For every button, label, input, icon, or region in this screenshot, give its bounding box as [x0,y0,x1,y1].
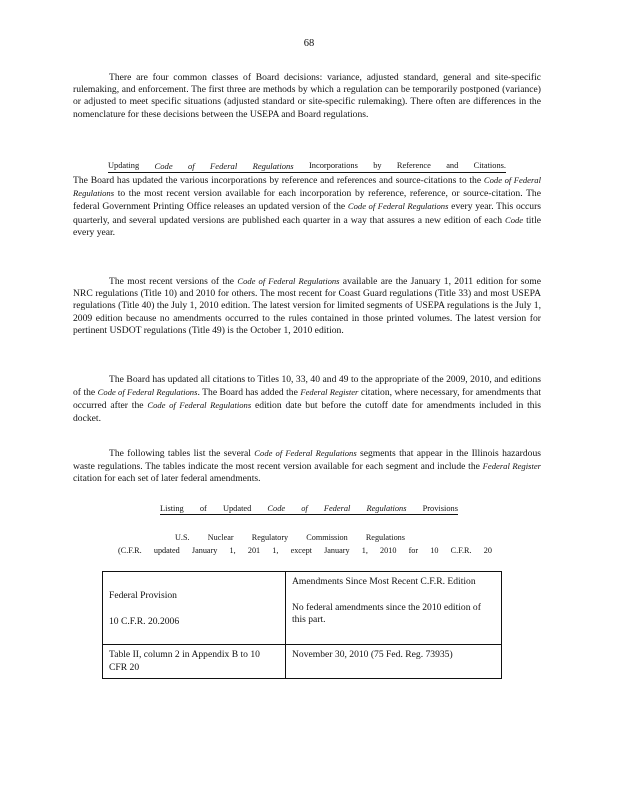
subtitle-word: January [191,546,218,555]
subtitle-word: Commission [306,533,348,542]
text-run-italic: Code of Federal Regulations [254,448,357,458]
paragraph-updating-incorporations [73,174,541,239]
title-word: Listing [160,504,184,513]
text-run-italic: Code of Federal Regulations [73,175,541,199]
text-run: segments that appear in the Illinois hazardous waste regulations. The tables indicate the most recent version available for each segment and include the [73,448,542,473]
subtitle-word: (C.F.R. [118,546,142,555]
text-run: title every year. [73,214,541,238]
subtitle-word: 201 [247,546,261,555]
title-word: of [199,504,207,513]
subtitle-word: 1, [272,546,279,555]
text-run: to the most recent version available for each incorporation by reference, reference, or source-citation. The federal Government Printing Office releases an updated version of the [73,188,541,213]
text-run: The most recent versions of the [109,276,238,287]
subtitle-word: Regulations [365,533,405,542]
table-title [160,504,458,515]
subtitle-word: Regulatory [251,533,289,542]
column-header-amendments: Amendments Since Most Recent C.F.R. Edition [292,576,476,587]
subtitle-word: 2010 [380,546,397,555]
paragraph-board-decisions: There are four common classes of Board decisions: variance, adjusted standard, general and site-specific rulemaking, and enforcement. The first three are methods by which a regulation can be temporarily postponed (variance) or adjusted to meet specific situations (adjusted standard or site-specific rulemaking). There often are differences in the nomenclature for these decisions between the USEPA and Board regulations. [73,72,541,120]
provision-cell: Table II, column 2 in Appendix B to 10 CFR 20 [103,645,286,678]
title-word: of [301,504,308,513]
text-run: available are the January 1, 2011 edition for some NRC regulations (Title 10) and 2010 for others. The most recent for Coast Guard regulations (Title 33) and most USEPA regulations (Title 40) the July 1, 2010 edition. The latest version for limited segments of USEPA regulations is the July 1, 2009 edition because no amendments occurred to the rules contained in those printed volumes. The latest version for pertinent USDOT regulations (Title 49) is the October 1, 2010 edition. [73,276,542,336]
heading-word: and [446,161,459,170]
heading-word: Updating [108,161,140,170]
text-run: every year. This occurs quarterly, and several updated versions are published each quarter in a way that assures a new edition of each [73,201,541,226]
provision-cell: 10 C.F.R. 20.2006 [109,616,180,628]
heading-word: Regulations [252,161,294,171]
paragraph-recent-versions [73,275,541,337]
subtitle-word: January [324,546,350,555]
heading-word: of [188,161,195,171]
text-run: citation, where necessary, for amendments that occurred after the [73,387,542,412]
title-word: Code [267,504,286,513]
amendments-cell: November 30, 2010 (75 Fed. Reg. 73935) [286,645,502,678]
text-run-italic: Code of Federal Regulations [97,387,198,398]
text-run-italic: Federal Register [300,387,359,398]
text-run: citation for each set of later federal amendments. [73,473,261,485]
subtitle-word: 20 [483,546,492,555]
subtitle-word: 1, [361,546,368,555]
section-heading-updating-cfr [108,161,506,173]
heading-word: Reference [396,161,431,170]
title-word: Provisions [422,504,458,513]
text-run: The following tables list the several [109,448,255,459]
subtitle-word: C.F.R. [450,546,472,555]
title-word: Regulations [366,504,407,513]
text-run: The Board has updated all citations to Titles 10, 33, 40 and 49 to the appropriate of the 2009, 2010, and editions of the [73,374,541,399]
text-run: edition date but before the cutoff date for amendments included in this docket. [73,400,541,424]
text-run-italic: Code of Federal Regulations [147,400,252,411]
text-run-italic: Code of Federal Regulations [347,201,449,212]
table-cell [103,572,286,645]
text-run-italic: Code of Federal Regulations [237,276,340,286]
subtitle-word: 10 [430,546,439,555]
text-run: . The Board has added the [197,387,301,399]
amendments-cell: No federal amendments since the 2010 edition of this part. [292,602,481,626]
paragraph-following-tables [73,447,541,486]
column-header-federal-provision: Federal Provision [109,590,177,601]
table-row [103,645,502,678]
heading-word: Federal [210,161,238,171]
text-run-italic: Federal Register [482,461,541,472]
table-subtitle-agency [175,533,405,542]
heading-word: Incorporations [309,161,358,170]
page-number: 68 [303,38,315,49]
heading-word: Citations. [473,161,506,170]
text-run-italic: Code [504,214,524,225]
table-row [103,572,502,645]
heading-word: Code [154,161,173,171]
text-run: The Board has updated the various incorporations by reference and references and source-citations to the [73,175,484,186]
subtitle-word: 1, [229,546,236,555]
subtitle-word: updated [153,546,180,555]
subtitle-word: for [408,546,419,555]
paragraph-updated-citations [73,374,541,425]
cfr-provisions-table [102,571,502,679]
title-word: Updated [222,504,252,513]
subtitle-word: U.S. [175,533,190,542]
heading-word: by [373,161,382,170]
title-word: Federal [323,504,351,513]
table-cell [286,572,502,645]
table-subtitle-dates [118,546,492,555]
subtitle-word: except [290,546,312,555]
subtitle-word: Nuclear [207,533,234,542]
